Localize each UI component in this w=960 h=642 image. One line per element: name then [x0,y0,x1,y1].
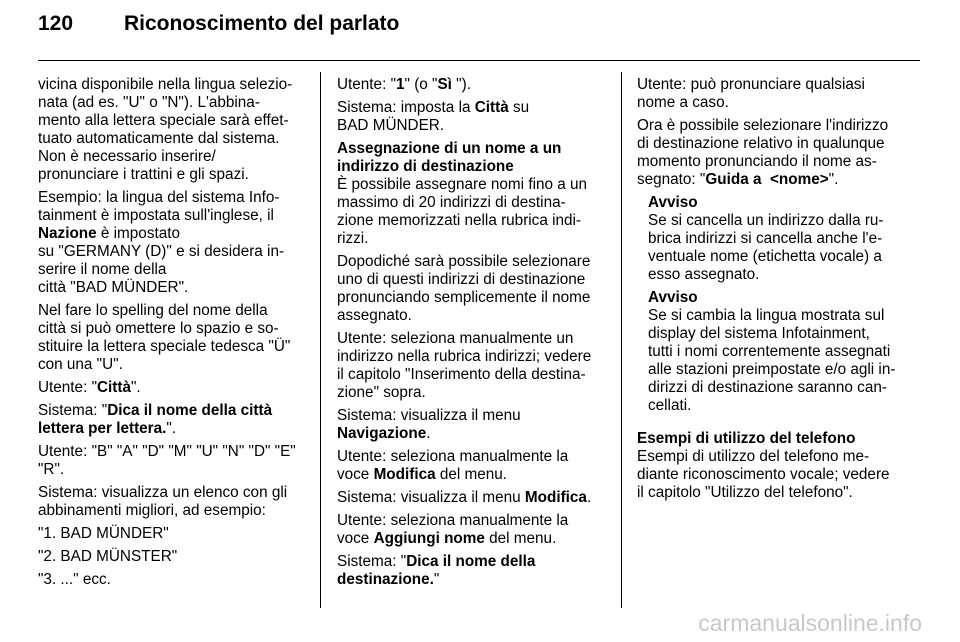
header-rule [38,60,920,61]
column-2 [337,76,605,594]
voice-command: 1 [396,76,405,93]
system-prompt: Dica il nome della [406,553,536,570]
heading-line: Assegnazione di un nome a un [337,140,562,157]
menu-term: Modifica [524,489,587,506]
text-line: con una "U". [38,356,123,373]
text-fragment: . [586,489,592,506]
text-fragment: segnato: " [637,171,706,188]
menu-term: Aggiungi nome [373,530,485,547]
paragraph [38,443,306,479]
page-title: Riconoscimento del parlato [124,12,400,35]
text-fragment: voce [337,466,374,483]
text-fragment: . [426,425,431,442]
text-fragment: Utente: " [38,379,97,396]
system-prompt: lettera per lettera. [38,420,167,437]
text-line: Se si cambia la lingua mostrata sul [648,307,885,324]
text-line: pronunciando semplicemente il nome [337,289,591,306]
text-line: nata (ad es. "U" o "N"). L'abbina- [38,94,260,111]
paragraph [337,330,605,402]
text-fragment: ". [166,420,177,437]
watermark: carmanualsonline.info [698,610,922,636]
text-fragment: Sistema: " [38,402,108,419]
text-line: di destinazione relativo in qualunque [637,135,885,152]
text-line: Utente: seleziona manualmente un [337,330,574,347]
paragraph [637,448,905,502]
paragraph [637,76,905,112]
text-line: momento pronunciando il nome as- [637,153,877,170]
paragraph [648,212,905,284]
paragraph: "2. BAD MÜNSTER" [38,548,178,565]
paragraph [38,402,306,438]
paragraph: "3. ..." ecc. [38,571,111,588]
text-fragment: voce [337,530,374,547]
text-line: tuato automaticamente dal sistema. [38,130,280,147]
paragraph [38,302,306,374]
text-line: nome a caso. [637,94,729,111]
voice-command: Sì [437,76,452,93]
text-line: Esempio: la lingua del sistema Info- [38,189,280,206]
paragraph [38,379,306,397]
text-fragment: su [508,99,530,116]
paragraph [337,553,605,589]
text-line: brica indirizzi si cancella anche l'e- [648,230,883,247]
voice-command: Guida a <nome> [705,171,829,188]
text-line: assegnato. [337,307,412,324]
column-3 [637,76,905,507]
system-prompt: destinazione. [337,571,434,588]
notice-title: Avviso [648,194,698,211]
text-line: Utente: seleziona manualmente la [337,448,569,465]
text-line: su "GERMANY (D)" e si desidera in- [38,243,285,260]
text-fragment: "). [451,76,471,93]
menu-term: Città [474,99,509,116]
notice-box [637,194,905,415]
paragraph [38,76,306,184]
paragraph [337,489,605,507]
text-line: cellati. [648,397,692,414]
text-fragment: ". [131,379,141,396]
text-line: il capitolo "Inserimento della destina- [337,366,586,383]
text-line: Se si cancella un indirizzo dalla ru- [648,212,884,229]
paragraph [337,76,605,94]
text-line: città si può omettere lo spazio e so- [38,320,279,337]
system-prompt: Dica il nome della città [107,402,273,419]
text-fragment: Sistema: " [337,553,407,570]
text-fragment: Sistema: imposta la [337,99,475,116]
text-line: Ora è possibile selezionare l'indirizzo [637,117,889,134]
text-line: rizzi. [337,230,369,247]
text-line: zione memorizzati nella rubrica indi- [337,212,581,229]
text-line: Dopodiché sarà possibile selezionare [337,253,591,270]
paragraph: "1. BAD MÜNDER" [38,525,169,542]
paragraph [637,117,905,189]
paragraph [337,512,605,548]
section-heading [337,140,605,176]
text-fragment: Sistema: visualizza il menu [337,489,525,506]
heading-line: indirizzo di destinazione [337,158,514,175]
text-fragment: del menu. [435,466,508,483]
paragraph [337,407,605,443]
text-line: uno di questi indirizzi di destinazione [337,271,586,288]
text-line: BAD MÜNDER. [337,117,445,134]
text-line: mento alla lettera speciale sarà effet- [38,112,289,129]
text-line: Utente: seleziona manualmente la [337,512,569,529]
text-fragment: " [433,571,440,588]
text-line: pronunciare i trattini e gli spazi. [38,166,249,183]
text-line: Sistema: visualizza un elenco con gli [38,484,288,501]
paragraph [38,484,306,520]
text-fragment: " (o " [404,76,438,93]
text-line: display del sistema Infotainment, [648,325,870,342]
spacer [637,420,905,430]
page-number: 120 [38,12,74,35]
text-line: alle stazioni preimpostate e/o agli in- [648,361,896,378]
text-line: abbinamenti migliori, ad esempio: [38,502,266,519]
text-line: il capitolo "Utilizzo del telefono". [637,484,853,501]
paragraph [337,253,605,325]
text-line: Non è necessario inserire/ [38,148,216,165]
text-line: Nel fare lo spelling del nome della [38,302,268,319]
text-line: Sistema: visualizza il menu [337,407,521,424]
text-line: dirizzi di destinazione saranno can- [648,379,887,396]
notice-title: Avviso [648,289,698,306]
page-header [38,12,399,36]
text-line: Utente: può pronunciare qualsiasi [637,76,865,93]
paragraph [337,448,605,484]
text-line: tainment è impostata sull'inglese, il [38,207,274,224]
text-line: indirizzo nella rubrica indirizzi; vedere [337,348,592,365]
text-fragment: del menu. [484,530,557,547]
text-line: massimo di 20 indirizzi di destina- [337,194,566,211]
text-line: stituire la lettera speciale tedesca "Ü" [38,338,291,355]
text-line: zione" sopra. [337,384,426,401]
text-line: diante riconoscimento vocale; vedere [637,466,890,483]
text-line: esso assegnato. [648,266,760,283]
text-fragment: Utente: " [337,76,396,93]
text-line: è impostato [96,225,180,242]
text-line: Esempi di utilizzo del telefono me- [637,448,870,465]
menu-term: Modifica [373,466,436,483]
text-line: serire il nome della [38,261,167,278]
voice-command: Città [97,379,131,396]
column-divider [621,72,622,608]
text-line: "R". [38,461,65,478]
text-fragment: ". [828,171,839,188]
paragraph [337,99,605,135]
text-line: vicina disponibile nella lingua selezio- [38,76,293,93]
text-line: È possibile assegnare nomi fino a un [337,176,588,193]
text-line: città "BAD MÜNDER". [38,279,189,296]
column-1 [38,76,306,594]
text-line: Utente: "B" "A" "D" "M" "U" "N" "D" "E" [38,443,296,460]
paragraph [38,189,306,297]
text-line: tutti i nomi correntemente assegnati [648,343,891,360]
paragraph [648,307,905,415]
paragraph [337,176,605,248]
column-divider [320,72,321,608]
menu-term: Navigazione [337,425,427,442]
menu-term: Nazione [38,225,97,242]
section-heading: Esempi di utilizzo del telefono [637,430,856,447]
text-line: ventuale nome (etichetta vocale) a [648,248,882,265]
